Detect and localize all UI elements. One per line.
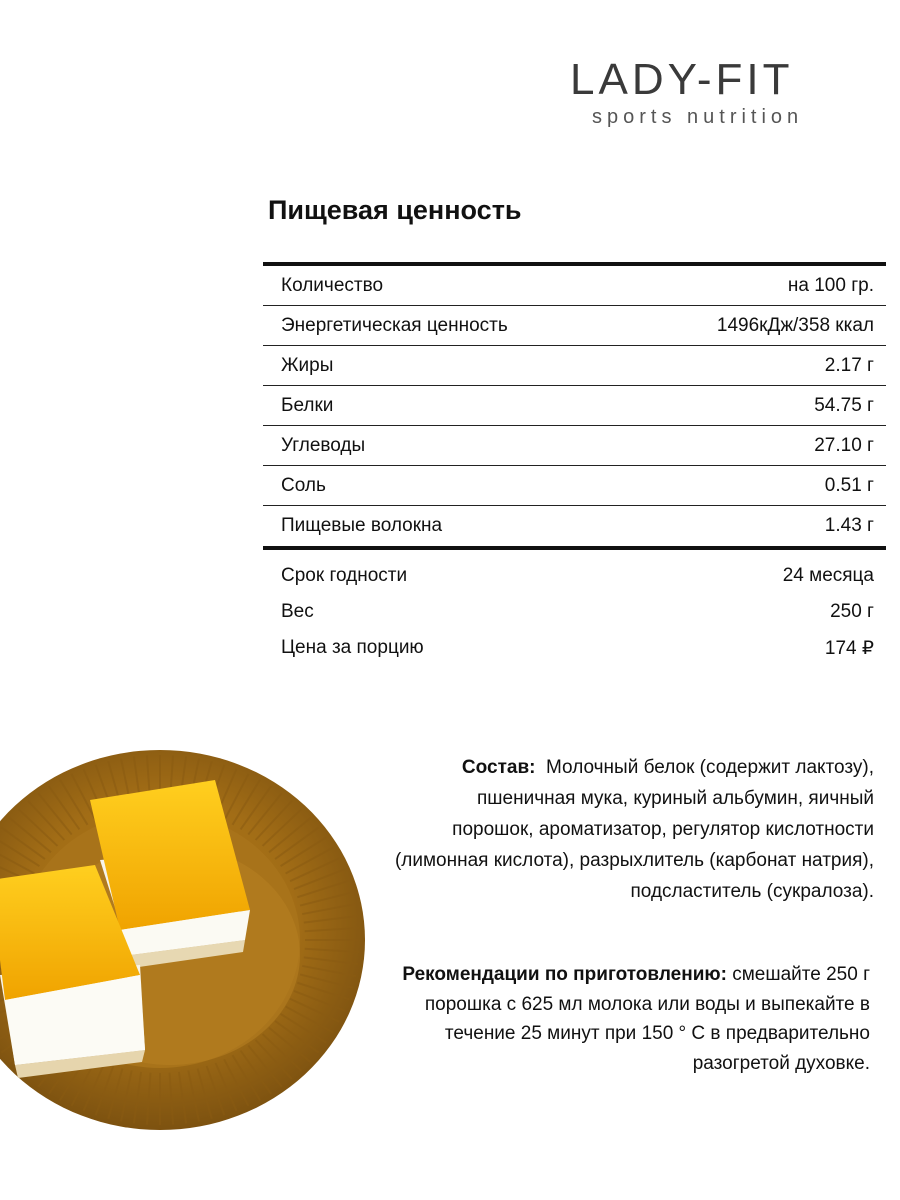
table-row [263, 346, 886, 386]
row-value: 1496кДж/358 ккал [716, 314, 874, 336]
brand-tagline: sports nutrition [592, 106, 804, 128]
row-label: Жиры [281, 354, 334, 376]
list-item [263, 594, 886, 630]
info-value: 250 г [830, 601, 874, 622]
composition-text [392, 752, 874, 907]
list-item [263, 630, 886, 666]
table-row [263, 266, 886, 306]
info-label: Срок годности [281, 565, 408, 586]
table-row [263, 386, 886, 426]
info-value: 174 ₽ [824, 637, 874, 659]
brand-name: LADY-FIT [570, 55, 794, 104]
info-label: Цена за порцию [281, 637, 424, 658]
row-label: Пищевые волокна [281, 515, 443, 536]
row-label: Соль [281, 474, 326, 496]
cake-on-plate-image [0, 740, 380, 1130]
info-value: 24 месяца [782, 565, 874, 586]
row-label: Энергетическая ценность [281, 314, 508, 336]
list-item [263, 558, 886, 594]
row-label: Углеводы [281, 434, 366, 456]
row-label: Количество [281, 274, 384, 296]
preparation-label: Рекомендации по приготовлению: [402, 964, 727, 985]
brand-logo [570, 55, 870, 138]
preparation-text [380, 960, 870, 1078]
table-row [263, 506, 886, 546]
row-label: Белки [281, 394, 334, 416]
info-label: Вес [281, 601, 314, 622]
preparation-body: смешайте 250 г порошка с 625 мл молока или воды и выпекайте в течение 25 минут при 150 ° С в предварительно разогретой духовке. [424, 964, 870, 1074]
row-value: 1.43 г [824, 515, 874, 536]
table-row [263, 466, 886, 506]
page-title: Пищевая ценность [268, 195, 522, 225]
product-info-list [263, 558, 886, 666]
row-value: на 100 гр. [787, 274, 874, 296]
table-row [263, 306, 886, 346]
nutrition-table [263, 262, 886, 550]
composition-label: Состав: [461, 757, 536, 778]
table-row [263, 426, 886, 466]
row-value: 2.17 г [824, 354, 874, 376]
row-value: 0.51 г [824, 474, 874, 496]
composition-body: Молочный белок (содержит лактозу), пшеничная мука, куриный альбумин, яичный порошок, ароматизатор, регулятор кислотности (лимонная кислота), разрыхлитель (карбонат натрия), подсластитель (сукралоза). [394, 757, 874, 902]
row-value: 27.10 г [814, 434, 874, 456]
row-value: 54.75 г [814, 394, 874, 416]
